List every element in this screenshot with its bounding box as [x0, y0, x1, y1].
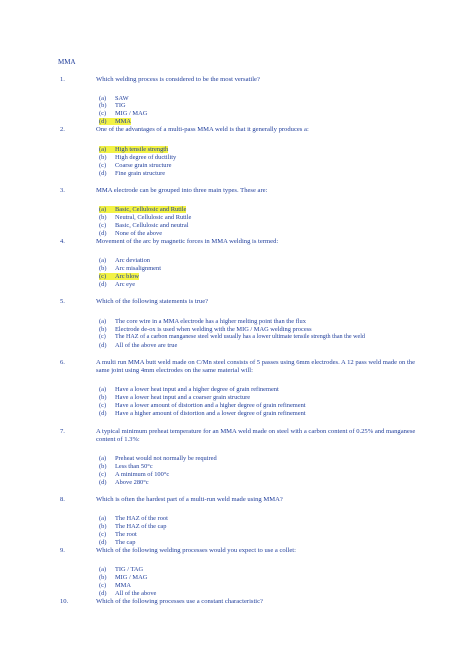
option-text: Have a higher amount of distortion and a lower degree of grain refinement: [115, 410, 306, 417]
answer-option: [99, 170, 165, 177]
option-label: (a): [99, 566, 107, 573]
option-text: Have a lower heat input and a coarser grain structure: [115, 394, 251, 401]
question-text: A typical minimum preheat temperature for an MMA weld made on steel with a carbon content of 0.25% and manganese content of 1.3%:: [96, 428, 416, 443]
answer-option: [99, 110, 147, 117]
question-text: Which of the following statements is true?: [96, 298, 209, 305]
option-label: (a): [99, 206, 107, 213]
answer-option: [99, 386, 279, 393]
option-text: The core wire in a MMA electrode has a higher melting point than the flux: [115, 318, 306, 325]
question-text: Movement of the arc by magnetic forces in MMA welding is termed:: [96, 238, 279, 245]
option-label: (c): [99, 110, 107, 117]
option-label: (d): [99, 342, 107, 349]
answer-option: [99, 95, 129, 102]
option-text: The HAZ of the cap: [115, 523, 167, 530]
option-text: The HAZ of the root: [115, 515, 168, 522]
answer-option: [99, 257, 150, 264]
option-label: (c): [99, 402, 107, 409]
option-text: Above 280°c: [115, 479, 149, 486]
option-label: (d): [99, 118, 107, 125]
question-text: One of the advantages of a multi-pass MMA weld is that it generally produces a:: [96, 126, 309, 133]
option-label: (c): [99, 582, 107, 589]
answer-option: [99, 574, 147, 581]
question-number: 9.: [60, 547, 65, 554]
answer-option: [99, 394, 250, 401]
answer-option-selected: [99, 273, 139, 280]
option-label: (b): [99, 574, 107, 581]
answer-option: [99, 566, 143, 573]
option-text: Coarse grain structure: [115, 162, 172, 169]
option-text: Have a lower heat input and a higher degree of grain refinement: [115, 386, 279, 393]
option-label: (a): [99, 146, 107, 153]
answer-option: [99, 539, 135, 546]
answer-option-selected: [99, 146, 168, 153]
option-label: (c): [99, 273, 107, 280]
answer-option: [99, 162, 171, 169]
option-text: Have a lower amount of distortion and a higher degree of grain refinement: [115, 402, 306, 409]
answer-option: [99, 326, 312, 333]
option-label: (c): [99, 162, 107, 169]
question-text: A multi run MMA butt weld made on C/Mn steel consists of 5 passes using 6mm electrodes. A 12 pass weld made on the same joint using 4mm electrodes on the same material will:: [96, 359, 416, 374]
question-number: 8.: [60, 496, 65, 503]
option-text: All of the above: [115, 590, 157, 597]
option-text: A minimum of 100°c: [115, 471, 170, 478]
question-text: MMA electrode can be grouped into three main types. These are:: [96, 187, 268, 194]
option-text: None of the above: [115, 230, 163, 237]
option-label: (d): [99, 479, 107, 486]
answer-option: [99, 463, 153, 470]
option-text: Arc misalignment: [115, 265, 161, 272]
answer-option-selected: [99, 206, 186, 213]
option-text: SAW: [115, 95, 129, 102]
option-label: (b): [99, 214, 107, 221]
answer-option: [99, 471, 169, 478]
option-text: MMA: [115, 118, 131, 125]
question-text: Which of the following welding processes would you expect to use a collet:: [96, 547, 296, 554]
option-text: MIG / MAG: [115, 110, 148, 117]
option-text: The cap: [115, 539, 136, 546]
answer-option: [99, 531, 137, 538]
option-text: Less than 50°c: [115, 463, 153, 470]
option-label: (d): [99, 539, 107, 546]
option-label: (c): [99, 531, 107, 538]
answer-option: [99, 318, 306, 325]
option-label: (b): [99, 102, 107, 109]
answer-option: [99, 154, 176, 161]
option-label: (d): [99, 281, 107, 288]
option-label: (b): [99, 326, 107, 333]
answer-option: [99, 479, 149, 486]
option-text: TIG: [115, 102, 126, 109]
answer-option-selected: [99, 118, 131, 125]
option-text: Neutral, Cellulosic and Rutile: [115, 214, 192, 221]
option-text: MMA: [115, 582, 131, 589]
question-number: 5.: [60, 298, 65, 305]
option-text: MIG / MAG: [115, 574, 148, 581]
answer-option: [99, 402, 306, 409]
option-label: (c): [99, 222, 107, 229]
option-text: Arc deviation: [115, 257, 150, 264]
answer-option: [99, 590, 156, 597]
option-label: (a): [99, 318, 107, 325]
option-text: The HAZ of a carbon manganese steel weld usually has a lower ultimate tensile strength than the weld: [115, 334, 365, 340]
option-label: (d): [99, 590, 107, 597]
option-label: (a): [99, 386, 107, 393]
option-label: (c): [99, 334, 106, 340]
option-text: Basic, Cellulosic and Rutile: [115, 206, 187, 213]
option-label: (a): [99, 257, 107, 264]
option-text: Arc eye: [115, 281, 136, 288]
question-text: Which welding process is considered to be the most versatile?: [96, 76, 260, 83]
question-text: Which is often the hardest part of a multi-run weld made using MMA?: [96, 496, 283, 503]
option-text: High degree of ductility: [115, 154, 177, 161]
question-number: 4.: [60, 238, 65, 245]
option-label: (c): [99, 471, 107, 478]
option-label: (a): [99, 95, 107, 102]
answer-option: [99, 265, 161, 272]
option-label: (b): [99, 523, 107, 530]
question-number: 3.: [60, 187, 65, 194]
answer-option: [99, 515, 168, 522]
question-number: 6.: [60, 359, 65, 366]
answer-option: [99, 455, 217, 462]
option-label: (d): [99, 230, 107, 237]
option-label: (a): [99, 515, 107, 522]
question-number: 1.: [60, 76, 65, 83]
answer-option: [99, 281, 135, 288]
option-label: (b): [99, 463, 107, 470]
option-text: High tensile strength: [115, 146, 169, 153]
option-label: (b): [99, 154, 107, 161]
answer-option: [99, 102, 126, 109]
question-text: Which of the following processes use a constant characteristic?: [96, 598, 263, 605]
question-number: 10.: [60, 598, 69, 605]
section-heading: MMA: [58, 58, 76, 66]
option-text: Fine grain structure: [115, 170, 166, 177]
option-text: Preheat would not normally be required: [115, 455, 217, 462]
question-number: 2.: [60, 126, 65, 133]
option-text: Arc blow: [115, 273, 139, 280]
option-label: (b): [99, 265, 107, 272]
option-text: The root: [115, 531, 137, 538]
option-text: TIG / TAG: [115, 566, 144, 573]
option-label: (d): [99, 410, 107, 417]
option-text: Electrode de-ox is used when welding with the MIG / MAG welding process: [115, 326, 312, 333]
answer-option: [99, 582, 131, 589]
answer-option: [99, 410, 306, 417]
answer-option: [99, 222, 188, 229]
option-text: All of the above are true: [115, 342, 178, 349]
answer-option: [99, 230, 162, 237]
option-text: Basic, Cellulosic and neutral: [115, 222, 189, 229]
answer-option: [99, 342, 177, 349]
answer-option: [99, 334, 365, 340]
answer-option: [99, 214, 191, 221]
option-label: (d): [99, 170, 107, 177]
answer-option: [99, 523, 166, 530]
option-label: (a): [99, 455, 107, 462]
option-label: (b): [99, 394, 107, 401]
question-number: 7.: [60, 428, 65, 435]
